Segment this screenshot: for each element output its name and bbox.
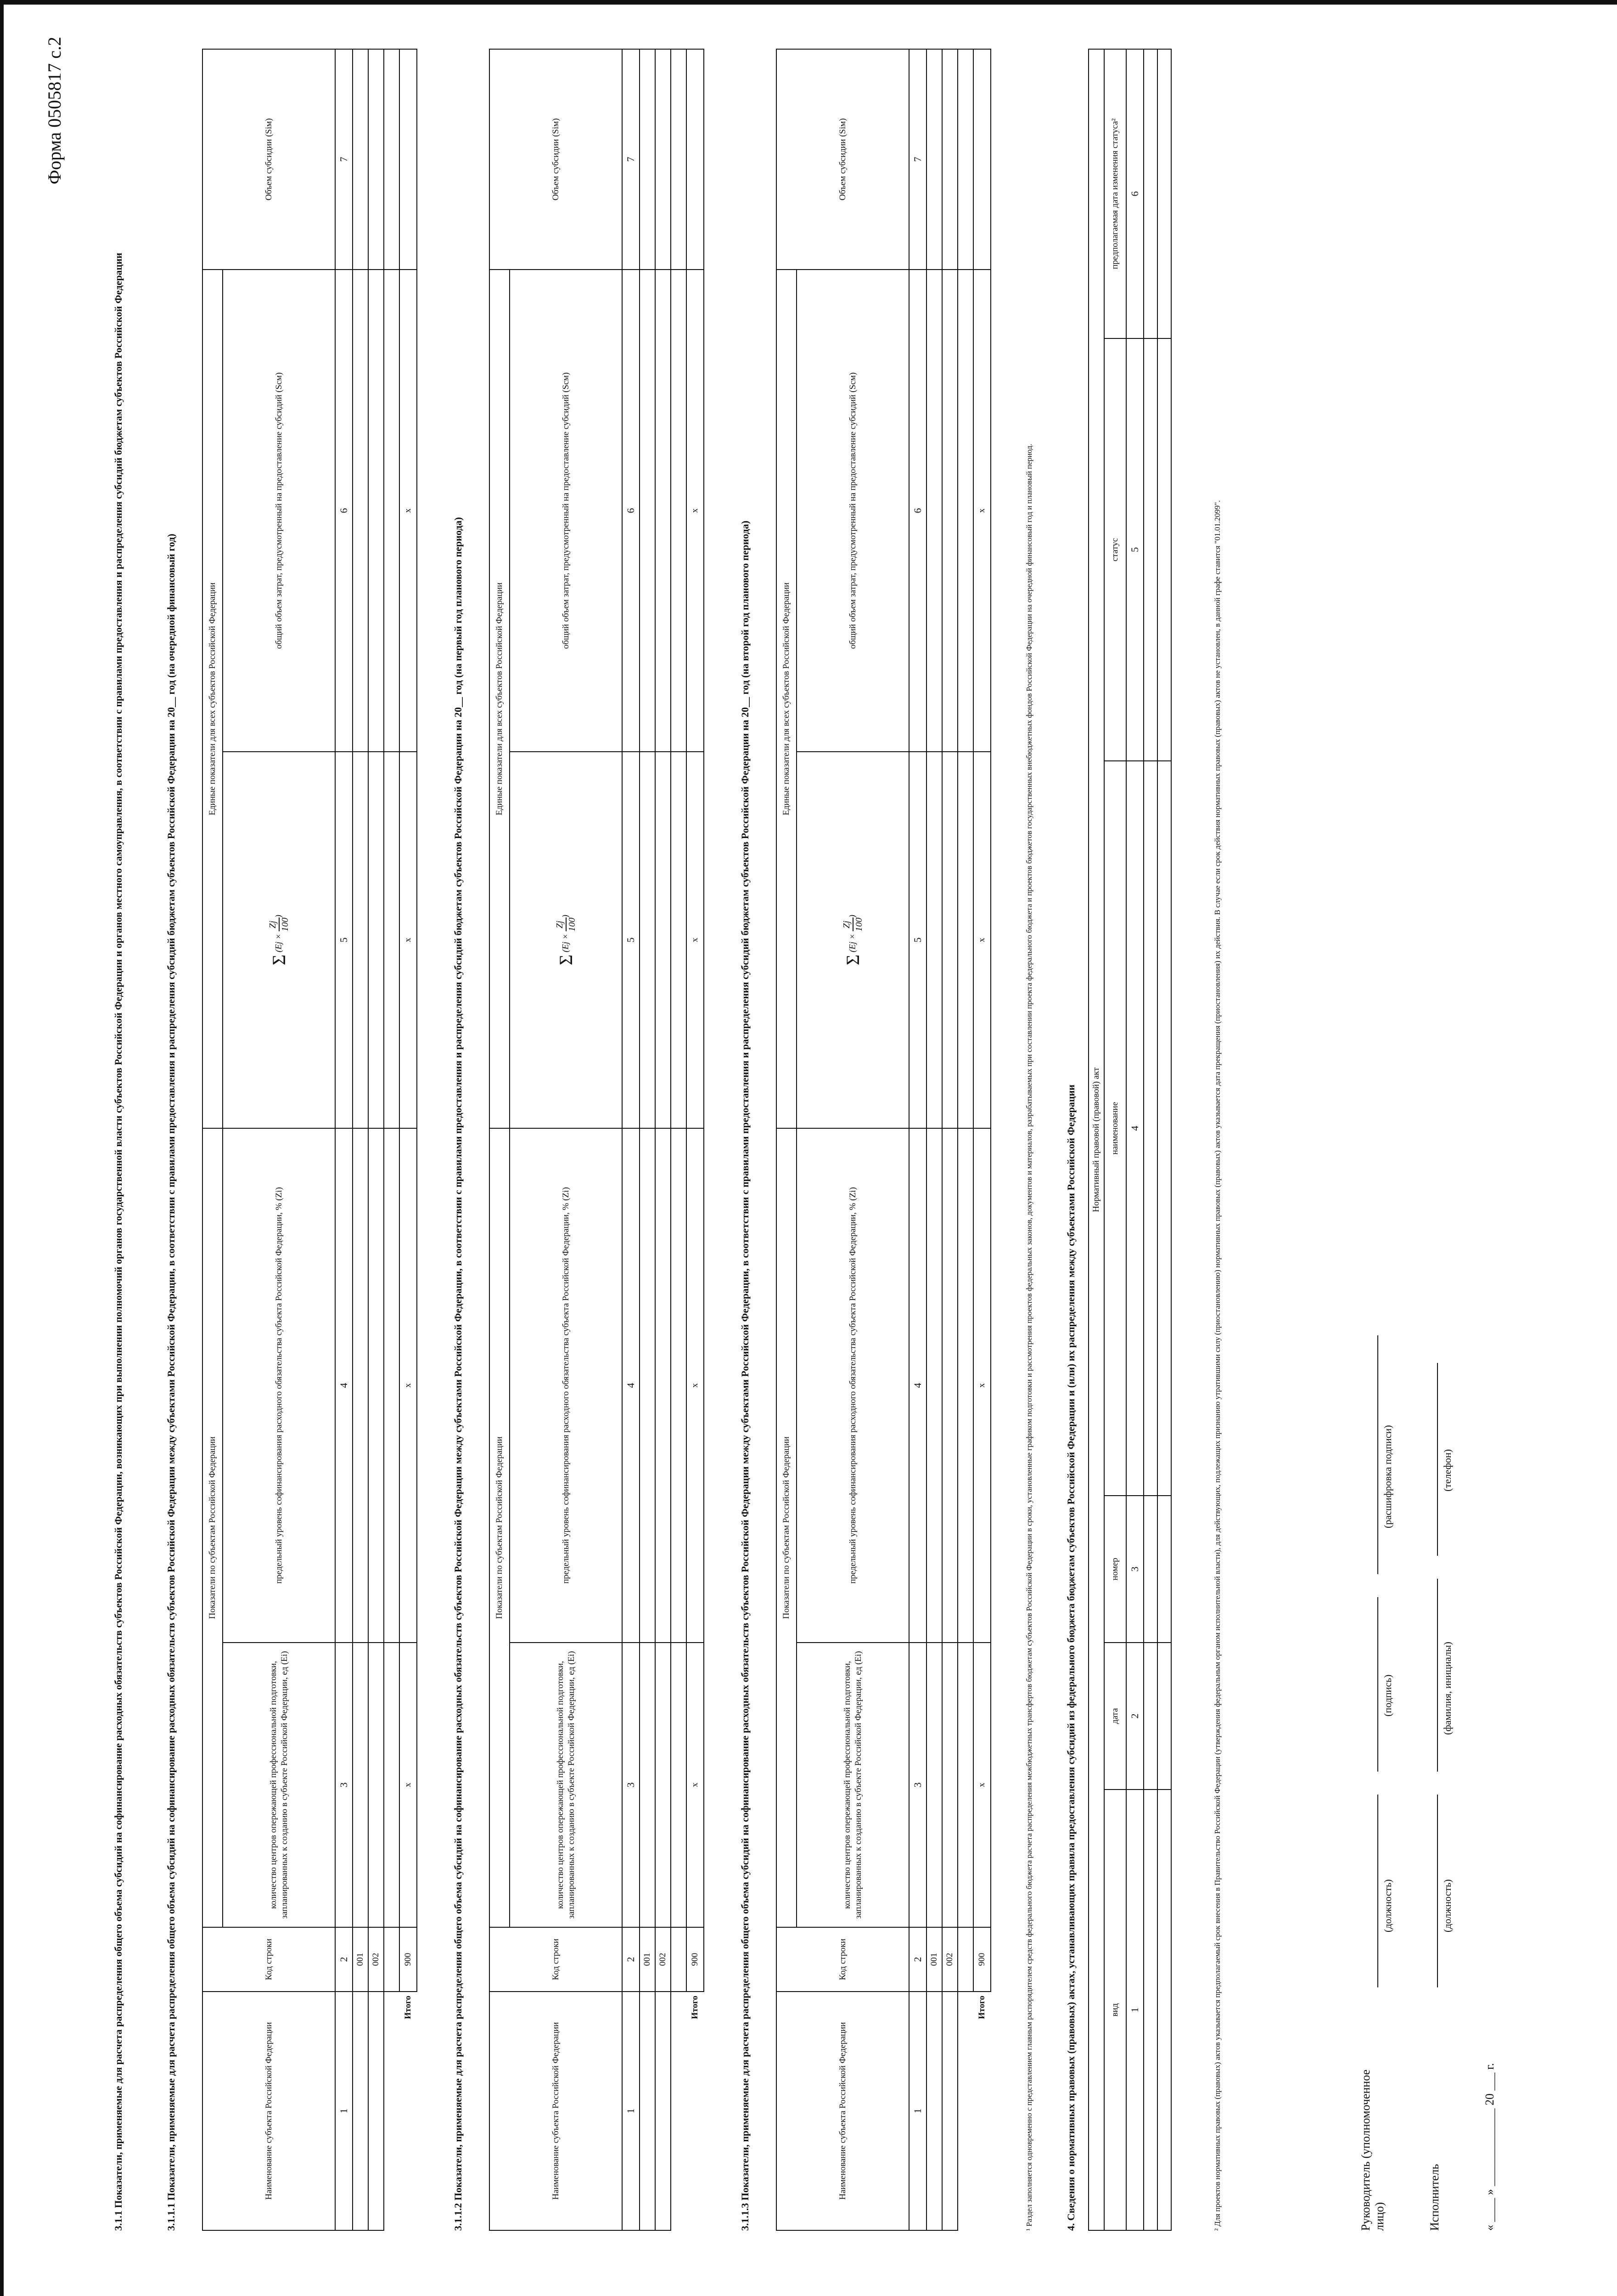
cell-act-date[interactable] — [1157, 1643, 1171, 1790]
cell-subsidy[interactable] — [353, 49, 368, 270]
cell-act-title[interactable] — [1157, 761, 1171, 1496]
cell-act-kind[interactable] — [1157, 1790, 1171, 2230]
cell-centers[interactable] — [368, 1643, 384, 1927]
col-group-indicators: Показатели по субъектам Российской Федерации — [489, 1128, 510, 1927]
col-num: 3 — [622, 1643, 640, 1927]
formula-e: Ej — [847, 941, 857, 950]
cell-x: x — [399, 1643, 417, 1927]
cell-subsidy[interactable] — [368, 49, 384, 270]
cell-act-number[interactable] — [1157, 1496, 1171, 1643]
cell-name[interactable] — [368, 1992, 384, 2230]
cell-x: x — [686, 1643, 704, 1927]
col-header-code: Код строки — [489, 1927, 622, 1992]
total-code: 900 — [399, 1927, 417, 1992]
cell-act-status-date[interactable] — [1157, 49, 1171, 338]
col-num: 7 — [335, 49, 353, 270]
cell-act-status[interactable] — [1157, 338, 1171, 761]
cell-formula-value[interactable] — [942, 752, 958, 1128]
section-3-1-1-title: 3.1.1 Показатели, применяемые для расчета распределения общего объема субсидий на софинансирование расходных обязательств субъектов Российской Федерации, возникающих при выполнении полномочий органов государственной власти субъектов Российской Федерации и органов местного самоуправления, в соответствии с правилами предоставления и распределения субсидий бюджетам субъектов Российской Федерации — [112, 253, 124, 2231]
col-header-name: Наименование субъекта Российской Федерации — [776, 1992, 909, 2230]
cell-total-subsidy[interactable] — [399, 49, 417, 270]
total-label: Итого — [977, 1996, 987, 2020]
cell-act-status-date[interactable] — [1144, 49, 1157, 338]
col-group-common: Единые показатели для всех субъектов Российской Федерации — [489, 270, 510, 1128]
cell-total-costs[interactable] — [655, 270, 671, 752]
cell-centers[interactable] — [942, 1643, 958, 1927]
table-1 — [202, 49, 417, 2231]
formula-e: Ej — [273, 941, 283, 950]
cell-total-costs[interactable] — [640, 270, 655, 752]
cell-x: x — [399, 1128, 417, 1643]
formula-num: Zj — [554, 917, 567, 931]
col-header-title: наименование — [1104, 761, 1126, 1496]
cell-act-kind[interactable] — [1144, 1790, 1157, 2230]
col-header-date: дата — [1104, 1643, 1126, 1790]
head-position-line[interactable] — [1377, 1795, 1378, 1987]
formula-den: 100 — [567, 917, 577, 932]
col-num: 4 — [909, 1128, 926, 1643]
cell-centers[interactable] — [640, 1643, 655, 1927]
cell-code: 002 — [655, 1927, 671, 1992]
cell-subsidy[interactable] — [942, 49, 958, 270]
col-header-total-costs: общий объем затрат, предусмотренный на предоставление субсидий (Sсм) — [510, 270, 622, 752]
formula-den: 100 — [280, 917, 290, 932]
col-num: 1 — [1126, 1790, 1144, 2230]
col-header-formula: Σ (Ej × Zj 100 ) — [797, 752, 909, 1128]
col-header-subsidy: Объем субсидии (Siм) — [776, 49, 909, 270]
formula-times: × — [560, 934, 570, 940]
col-num: 2 — [622, 1927, 640, 1992]
col-header-centers: количество центров опережающей профессиональной подготовки, запланированных к созданию в субъекте Российской Федерации, ед (Ei) — [797, 1643, 909, 1927]
head-decode-line[interactable] — [1377, 1335, 1378, 1574]
formula-num: Zj — [267, 917, 280, 931]
col-header-kind: вид — [1104, 1790, 1126, 2230]
cell-total-costs[interactable] — [353, 270, 368, 752]
col-num: 7 — [909, 49, 926, 270]
cell-cofinancing[interactable] — [926, 1128, 942, 1643]
form-code: Форма 0505817 с.2 — [44, 37, 65, 185]
cell-cofinancing[interactable] — [655, 1128, 671, 1643]
col-header-formula: Σ (Ej × Zj 100 ) — [510, 752, 622, 1128]
col-header-cofinancing: предельный уровень софинансирования расходного обязательства субъекта Российской Федерации, % (Zi) — [510, 1128, 622, 1643]
cell-code: 001 — [926, 1927, 942, 1992]
cell-x: x — [973, 270, 991, 752]
cell-code: 002 — [942, 1927, 958, 1992]
formula-fraction — [841, 917, 865, 931]
cell-name[interactable] — [353, 1992, 368, 2230]
col-num: 3 — [335, 1643, 353, 1927]
col-header-cofinancing: предельный уровень софинансирования расходного обязательства субъекта Российской Федерации, % (Zi) — [797, 1128, 909, 1643]
col-num: 4 — [1126, 761, 1144, 1496]
formula-fraction — [554, 917, 578, 931]
head-signature-caption: (подпись) — [1382, 1674, 1393, 1716]
total-code: 900 — [686, 1927, 704, 1992]
section-4-title: 4. Сведения о нормативных правовых (правовых) актах, устанавливающих правила предоставления субсидий из федерального бюджета бюджетам субъектов Российской Федерации и (или) их распределения между субъектами Российской Федерации — [1065, 1084, 1077, 2231]
col-header-total-costs: общий объем затрат, предусмотренный на предоставление субсидий (Sсм) — [797, 270, 909, 752]
col-group-act: Нормативный правовой (правовой) акт — [1089, 49, 1104, 2230]
col-num: 7 — [622, 49, 640, 270]
cell-centers[interactable] — [353, 1643, 368, 1927]
col-num: 6 — [622, 270, 640, 752]
table-2 — [489, 49, 704, 2231]
formula-times: × — [847, 934, 857, 940]
cell-x: x — [973, 1643, 991, 1927]
table-1-title: 3.1.1.1 Показатели, применяемые для расчета распределения общего объема субсидий на софинансирование расходных обязательств субъектов Российской Федерации между субъектами Российской Федерации, в соответствии с правилами предоставления и распределения субсидий бюджетам субъектов Российской Федерации на 20__ год (на очередной финансовый год) — [165, 534, 177, 2231]
col-num: 5 — [1126, 338, 1144, 761]
cell-cofinancing[interactable] — [353, 1128, 368, 1643]
col-header-centers: количество центров опережающей профессиональной подготовки, запланированных к созданию в субъекте Российской Федерации, ед (Ei) — [510, 1643, 622, 1927]
cell-cofinancing[interactable] — [640, 1128, 655, 1643]
cell-total-costs[interactable] — [368, 270, 384, 752]
head-signature-line[interactable] — [1377, 1597, 1378, 1772]
col-num: 1 — [335, 1992, 353, 2230]
formula-sum: Σ — [555, 954, 576, 965]
page-border-top — [0, 0, 4, 2296]
formula-e: Ej — [560, 941, 570, 950]
cell-cofinancing[interactable] — [368, 1128, 384, 1643]
col-num: 5 — [622, 752, 640, 1128]
col-header-subsidy: Объем субсидии (Siм) — [202, 49, 335, 270]
cell-total-subsidy[interactable] — [973, 49, 991, 270]
col-num: 5 — [335, 752, 353, 1128]
col-group-indicators: Показатели по субъектам Российской Федерации — [776, 1128, 797, 1927]
col-header-name: Наименование субъекта Российской Федерации — [489, 1992, 622, 2230]
formula-times: × — [273, 934, 283, 940]
col-num: 4 — [622, 1128, 640, 1643]
col-num: 3 — [1126, 1496, 1144, 1643]
cell-formula-value[interactable] — [655, 752, 671, 1128]
table-2-title: 3.1.1.2 Показатели, применяемые для расчета распределения общего объема субсидий на софинансирование расходных обязательств субъектов Российской Федерации между субъектами Российской Федерации, в соответствии с правилами предоставления и распределения субсидий бюджетам субъектов Российской Федерации на 20__ год (на первый год планового периода) — [452, 517, 464, 2231]
page-border-right — [0, 0, 1617, 5]
col-group-common: Единые показатели для всех субъектов Российской Федерации — [202, 270, 223, 1128]
cell-name[interactable] — [942, 1992, 958, 2230]
cell-x: x — [686, 1128, 704, 1643]
formula-fraction — [267, 917, 291, 931]
col-header-subsidy: Объем субсидии (Siм) — [489, 49, 622, 270]
formula-num: Zj — [841, 917, 853, 931]
cell-act-status[interactable] — [1144, 338, 1157, 761]
footnote-1: ¹ Раздел заполняется одновременно с представлением главным распорядителем средств федерального бюджета расчета распределения межбюджетных трансфертов бюджетам субъектов Российской Федерации в сроки, установленные графиком подготовки и рассмотрения проектов федеральных законов, документов и материалов, разрабатываемых при составлении проекта федерального бюджета и проектов бюджетов государственных внебюджетных фондов Российской Федерации на очередной финансовый год и плановый период. — [1025, 444, 1033, 2231]
head-decode-caption: (расшифровка подписи) — [1382, 1425, 1393, 1528]
exec-label: Исполнитель — [1428, 2164, 1441, 2231]
cell-centers[interactable] — [655, 1643, 671, 1927]
formula-sum: Σ — [268, 954, 289, 965]
col-group-indicators: Показатели по субъектам Российской Федерации — [202, 1128, 223, 1927]
exec-phone-line[interactable] — [1437, 1363, 1438, 1556]
col-header-status: статус — [1104, 338, 1126, 761]
cell-total-costs[interactable] — [942, 270, 958, 752]
cell-code: 001 — [353, 1927, 368, 1992]
col-header-formula: Σ (Ej × Zj 100 ) — [223, 752, 335, 1128]
col-num: 2 — [1126, 1643, 1144, 1790]
table-3 — [776, 49, 991, 2231]
col-num: 6 — [1126, 49, 1144, 338]
cell-act-title[interactable] — [1144, 761, 1157, 1496]
cell-subsidy[interactable] — [655, 49, 671, 270]
cell-centers[interactable] — [926, 1643, 942, 1927]
col-header-cofinancing: предельный уровень софинансирования расходного обязательства субъекта Российской Федерации, % (Zi) — [223, 1128, 335, 1643]
col-group-common: Единые показатели для всех субъектов Российской Федерации — [776, 270, 797, 1128]
cell-name[interactable] — [655, 1992, 671, 2230]
cell-x: x — [686, 270, 704, 752]
col-header-name: Наименование субъекта Российской Федерации — [202, 1992, 335, 2230]
date-line[interactable]: « ____ » _____________ 20 ___ г. — [1483, 2063, 1496, 2231]
col-header-code: Код строки — [202, 1927, 335, 1992]
formula-sum: Σ — [842, 954, 863, 965]
cell-x: x — [973, 752, 991, 1128]
col-num: 1 — [909, 1992, 926, 2230]
col-num: 2 — [909, 1927, 926, 1992]
cell-act-date[interactable] — [1144, 1643, 1157, 1790]
exec-position-caption: (должность) — [1442, 1879, 1453, 1932]
cell-subsidy[interactable] — [926, 49, 942, 270]
cell-x: x — [399, 752, 417, 1128]
cell-formula-value[interactable] — [640, 752, 655, 1128]
cell-total-subsidy[interactable] — [686, 49, 704, 270]
total-code: 900 — [973, 1927, 991, 1992]
table-3-title: 3.1.1.3 Показатели, применяемые для расчета распределения общего объема субсидий на софинансирование расходных обязательств субъектов Российской Федерации между субъектами Российской Федерации, в соответствии с правилами предоставления и распределения субсидий бюджетам субъектов Российской Федерации на 20__ год (на второй год планового периода) — [739, 520, 751, 2231]
cell-code: 002 — [368, 1927, 384, 1992]
cell-formula-value[interactable] — [926, 752, 942, 1128]
col-num: 1 — [622, 1992, 640, 2230]
cell-formula-value[interactable] — [368, 752, 384, 1128]
col-header-number: номер — [1104, 1496, 1126, 1643]
col-num: 3 — [909, 1643, 926, 1927]
exec-fio-line[interactable] — [1437, 1579, 1438, 1772]
col-num: 6 — [909, 270, 926, 752]
cell-subsidy[interactable] — [640, 49, 655, 270]
exec-phone-caption: (телефон) — [1442, 1449, 1453, 1491]
formula-den: 100 — [853, 917, 864, 932]
col-num: 2 — [335, 1927, 353, 1992]
footnote-2: ² Для проектов нормативных правовых (правовых) актов указывается предполагаемый срок внесения в Правительство Российской Федерации (утверждения федеральным органом исполнительной власти), для действующих, подлежащих признанию утратившими силу (приостановлению) нормативных правовых (правовых) актов указывается дата прекращения (приостановления) их действия. В случае если срок действия нормативных правовых (правовых) актов не установлен, в данной графе ставится "01.01.2099". — [1213, 500, 1222, 2231]
col-header-total-costs: общий объем затрат, предусмотренный на предоставление субсидий (Sсм) — [223, 270, 335, 752]
col-header-centers: количество центров опережающей профессиональной подготовки, запланированных к созданию в субъекте Российской Федерации, ед (Ei) — [223, 1643, 335, 1927]
cell-cofinancing[interactable] — [942, 1128, 958, 1643]
col-num: 5 — [909, 752, 926, 1128]
cell-x: x — [686, 752, 704, 1128]
cell-name[interactable] — [640, 1992, 655, 2230]
cell-act-number[interactable] — [1144, 1496, 1157, 1643]
exec-fio-caption: (фамилия, инициалы) — [1442, 1642, 1453, 1735]
cell-x: x — [399, 270, 417, 752]
cell-formula-value[interactable] — [353, 752, 368, 1128]
col-num: 4 — [335, 1128, 353, 1643]
head-label: Руководитель (уполномоченное лицо) — [1359, 2069, 1386, 2231]
cell-x: x — [973, 1128, 991, 1643]
head-position-caption: (должность) — [1382, 1879, 1393, 1932]
cell-code: 001 — [640, 1927, 655, 1992]
cell-total-costs[interactable] — [926, 270, 942, 752]
total-label: Итого — [690, 1996, 700, 2020]
section-4-table — [1088, 49, 1172, 2231]
cell-name[interactable] — [926, 1992, 942, 2230]
exec-position-line[interactable] — [1437, 1795, 1438, 1987]
col-num: 6 — [335, 270, 353, 752]
total-label: Итого — [403, 1996, 413, 2020]
col-header-status-change-date: предполагаемая дата изменения статуса² — [1104, 49, 1126, 338]
col-header-code: Код строки — [776, 1927, 909, 1992]
